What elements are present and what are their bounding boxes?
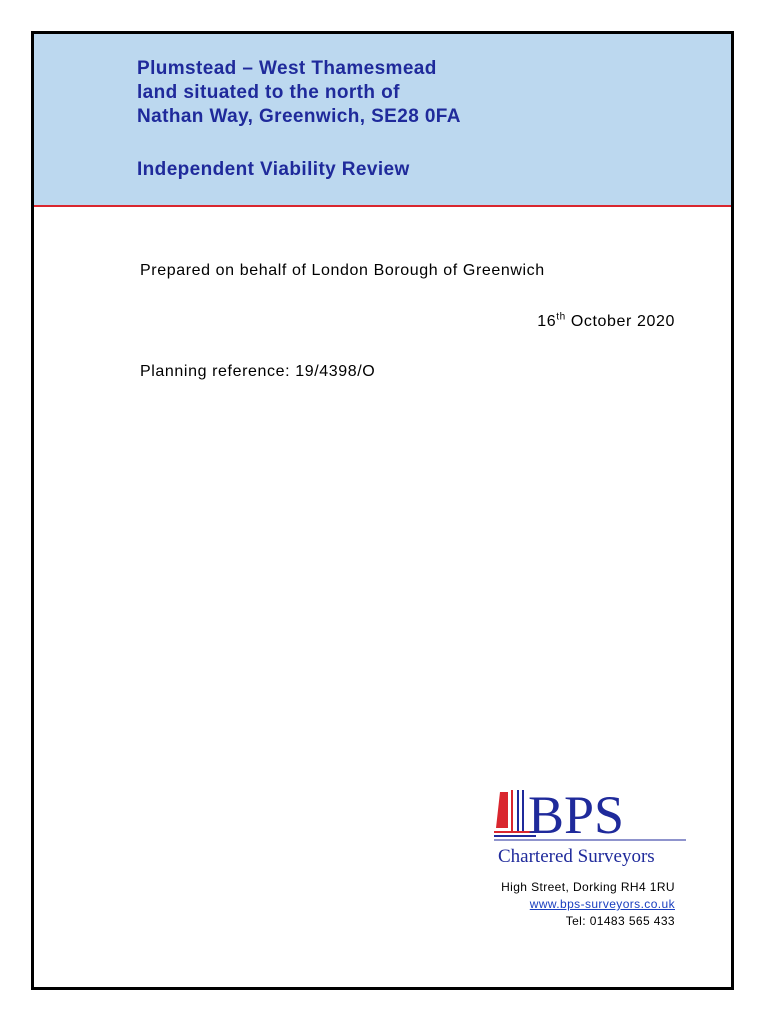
contact-phone: Tel: 01483 565 433 [565, 914, 675, 928]
document-date [537, 313, 675, 331]
bps-logo-mark-icon [492, 788, 688, 872]
planning-reference: Planning reference: 19/4398/O [140, 363, 376, 380]
document-title [137, 57, 461, 129]
title-line: Plumstead – West Thamesmead [137, 58, 437, 79]
logo-letters: BPS [528, 788, 625, 845]
contact-address: High Street, Dorking RH4 1RU [501, 880, 675, 894]
date-suffix: th [556, 311, 566, 323]
logo-tagline: Chartered Surveyors [498, 846, 655, 867]
prepared-for-text: Prepared on behalf of London Borough of Greenwich [140, 262, 545, 279]
date-month-year: October 2020 [565, 313, 675, 330]
document-subtitle: Independent Viability Review [137, 159, 410, 180]
title-line: Nathan Way, Greenwich, SE28 0FA [137, 106, 461, 127]
document-page [31, 31, 734, 990]
date-day: 16 [537, 313, 557, 330]
contact-block [501, 879, 675, 930]
title-line: land situated to the north of [137, 82, 400, 103]
header-band [34, 34, 731, 207]
website-link[interactable]: www.bps-surveyors.co.uk [529, 897, 675, 911]
bps-logo [492, 788, 688, 872]
